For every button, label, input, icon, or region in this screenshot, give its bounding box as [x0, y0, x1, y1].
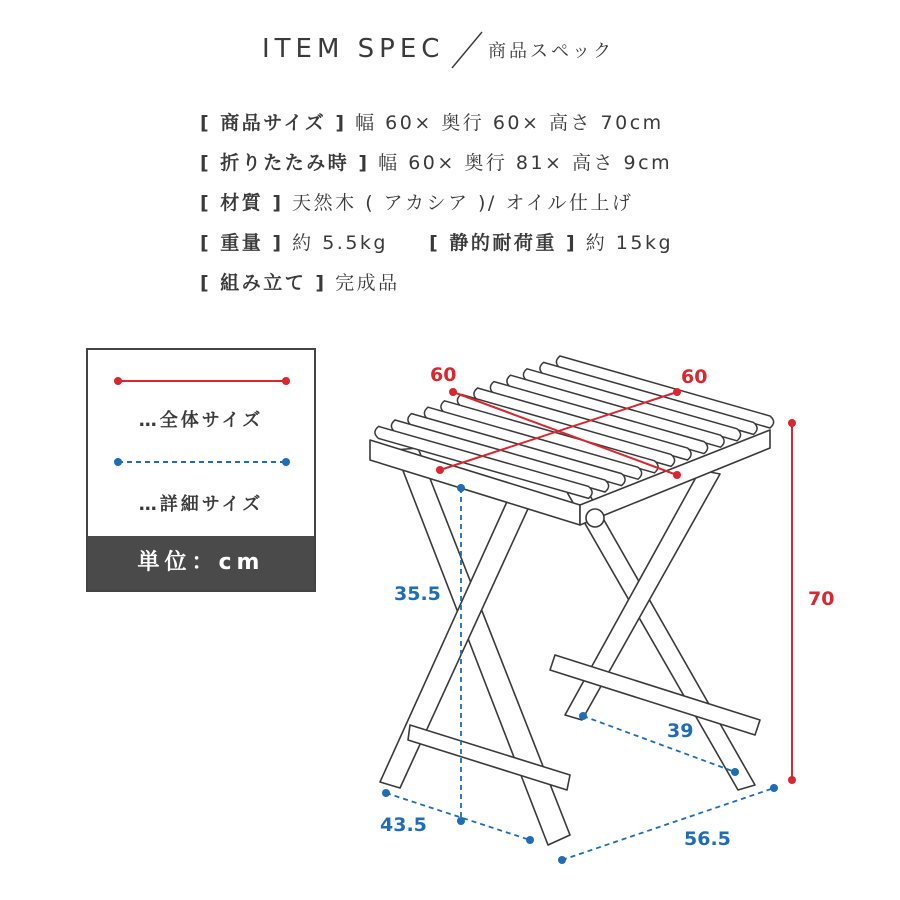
- dim-front-width-label: 43.5: [380, 814, 427, 836]
- dim-bottom-depth-dot-b: [770, 784, 778, 792]
- table-front-crossbar: [408, 725, 570, 790]
- legend-unit-label: 単位：cm: [88, 536, 314, 590]
- dim-top-width-dot-a: [436, 466, 444, 474]
- dim-bar-span-dot-b: [731, 768, 739, 776]
- dim-bottom-depth-dot-a: [558, 856, 566, 864]
- title-english: ITEM SPEC: [262, 34, 445, 64]
- spec-material-value: 天然木 ( アカシア )/ オイル仕上げ: [292, 192, 634, 214]
- legend-overall-label: …全体サイズ: [138, 410, 264, 431]
- spec-weight-value: 約 5.5kg: [292, 232, 388, 254]
- spec-folded-key: [ 折りたたみ時 ]: [200, 152, 370, 174]
- title-japanese: 商品スペック: [488, 41, 614, 62]
- dim-bottom-depth-line: [562, 788, 774, 860]
- dim-seat-bar-dot-bottom: [457, 817, 465, 825]
- dim-bar-span-dot-a: [579, 712, 587, 720]
- spec-size-key: [ 商品サイズ ]: [200, 112, 347, 134]
- dim-top-depth-dot-a: [449, 388, 457, 396]
- dim-seat-bar-dot-top: [457, 484, 465, 492]
- dim-top-width-label: 60: [430, 364, 457, 386]
- spec-weight-key: [ 重量 ]: [200, 232, 284, 254]
- spec-folded-value: 幅 60× 奥行 81× 高さ 9cm: [378, 152, 673, 174]
- dim-seat-bar-label: 35.5: [394, 583, 441, 605]
- dim-front-width-dot-a: [382, 789, 390, 797]
- spec-material-key: [ 材質 ]: [200, 192, 284, 214]
- dim-front-width-dot-b: [526, 836, 534, 844]
- dim-height-dot-bottom: [788, 776, 796, 784]
- legend-detail-label: …詳細サイズ: [138, 494, 264, 515]
- spec-load-value: 約 15kg: [585, 232, 674, 254]
- dim-top-depth-dot-b: [673, 471, 681, 479]
- table-hinge: [586, 509, 604, 527]
- spec-size-value: 幅 60× 奥行 60× 高さ 70cm: [355, 112, 664, 134]
- spec-load-key: [ 静的耐荷重 ]: [429, 232, 578, 254]
- dim-bar-span-label: 39: [667, 720, 694, 742]
- spec-assembly-value: 完成品: [335, 272, 400, 294]
- dim-bottom-depth-label: 56.5: [684, 828, 731, 850]
- dim-top-depth-label: 60: [681, 366, 708, 388]
- dim-height-dot-top: [788, 419, 796, 427]
- spec-assembly-key: [ 組み立て ]: [200, 272, 327, 294]
- dim-height-label: 70: [808, 588, 835, 610]
- dim-top-width-dot-b: [673, 388, 681, 396]
